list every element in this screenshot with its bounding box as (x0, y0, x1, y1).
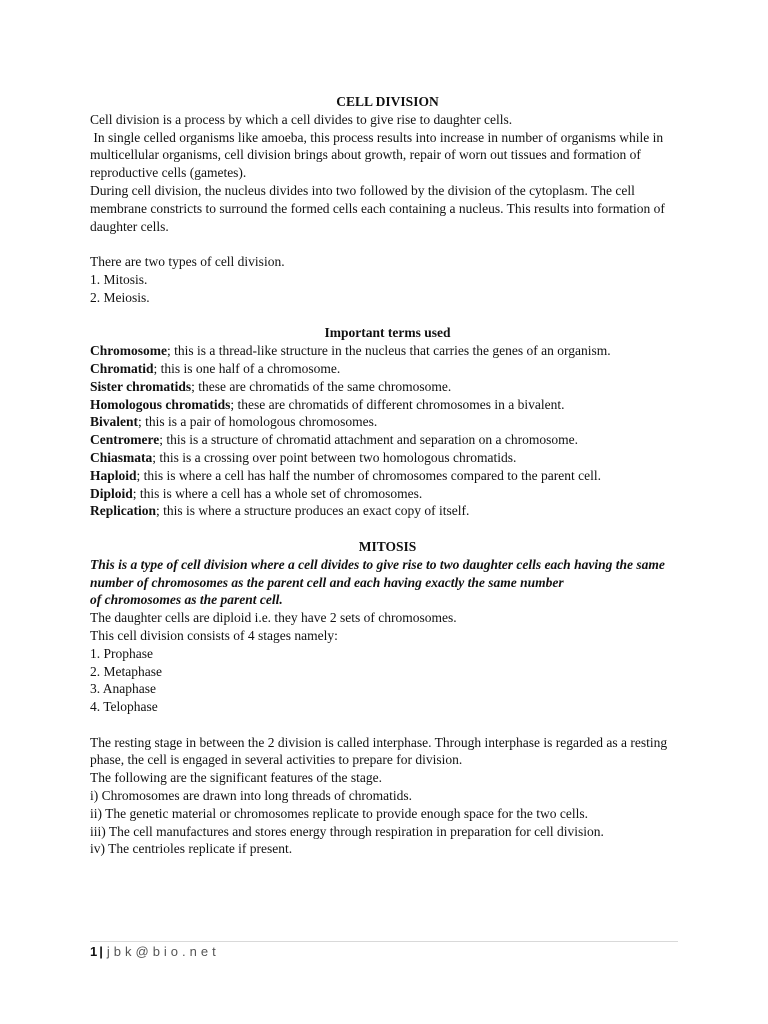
intro-paragraph: Cell division is a process by which a cell divides to give rise to daughter cells. (90, 111, 513, 127)
term-definition (90, 342, 685, 360)
types-item: 1. Mitosis. (90, 271, 148, 287)
mitosis-definition: This is a type of cell division where a cell divides to give rise to two daughter cells each having the same number of chromosomes as the parent cell and each having exactly the same number (90, 556, 665, 590)
terms-heading: Important terms used (324, 325, 451, 341)
term-text: ; this is a pair of homologous chromosomes. (138, 414, 378, 430)
stage-item: 1. Prophase (90, 645, 153, 661)
term-text: ; this is where a structure produces an exact copy of itself. (156, 503, 470, 519)
interphase-paragraph: The resting stage in between the 2 division is called interphase. Through interphase is regarded as a resting phase, the cell is engaged in several activities to prepare for division. (90, 734, 668, 768)
term-text: ; this is a thread-like structure in the nucleus that carries the genes of an organism. (167, 343, 611, 359)
features-lead: The following are the significant features of the stage. (90, 770, 383, 786)
term-definition (90, 431, 685, 449)
diploid-statement: The daughter cells are diploid i.e. they have 2 sets of chromosomes. (90, 610, 457, 626)
spacer (90, 235, 685, 253)
term-text: ; this is where a cell has half the number of chromosomes compared to the parent cell. (136, 467, 602, 483)
term-name: Chromosome (90, 343, 167, 359)
term-definition (90, 502, 685, 520)
term-text: ; this is a structure of chromatid attachment and separation on a chromosome. (159, 432, 578, 448)
mitosis-heading: MITOSIS (358, 538, 417, 554)
term-name: Haploid (90, 467, 137, 483)
term-text: ; these are chromatids of different chromosomes in a bivalent. (230, 396, 565, 412)
term-text: ; this is where a cell has a whole set of chromosomes. (132, 485, 423, 501)
page-number: 1 (90, 944, 98, 959)
footer-divider (90, 941, 678, 942)
intro-paragraph: During cell division, the nucleus divides into two followed by the division of the cytoplasm. The cell membrane constricts to surround the formed cells each containing a nucleus. This results into formation of daughter cells. (90, 182, 665, 234)
types-item: 2. Meiosis. (90, 289, 150, 305)
mitosis-definition-continued: of chromosomes as the parent cell. (90, 592, 283, 608)
term-definition (90, 467, 685, 485)
feature-item: i) Chromosomes are drawn into long threads of chromatids. (90, 788, 413, 804)
term-name: Sister chromatids (90, 378, 192, 394)
term-definition (90, 449, 685, 467)
term-name: Centromere (90, 432, 160, 448)
term-name: Bivalent (90, 414, 139, 430)
intro-paragraph: In single celled organisms like amoeba, this process results into increase in number of organisms while in multicellular organisms, cell division brings about growth, repair of worn out tissues and formation of reproductive cells (gametes). (90, 129, 664, 181)
stage-item: 4. Telophase (90, 699, 158, 715)
document-page (90, 93, 685, 858)
spacer (90, 307, 685, 325)
feature-item: iii) The cell manufactures and stores energy through respiration in preparation for cell division. (90, 823, 604, 839)
term-name: Chromatid (90, 360, 154, 376)
term-name: Replication (90, 503, 156, 519)
types-lead: There are two types of cell division. (90, 254, 285, 270)
term-definition (90, 360, 685, 378)
feature-item: iv) The centrioles replicate if present. (90, 841, 293, 857)
feature-item: ii) The genetic material or chromosomes replicate to provide enough space for the two cells. (90, 805, 588, 821)
term-name: Diploid (90, 485, 133, 501)
stage-item: 2. Metaphase (90, 663, 162, 679)
footer-separator: | (99, 944, 103, 959)
term-text: ; these are chromatids of the same chromosome. (191, 378, 452, 394)
term-text: ; this is a crossing over point between two homologous chromatids. (152, 449, 517, 465)
term-definition (90, 413, 685, 431)
term-text: ; this is one half of a chromosome. (153, 360, 341, 376)
footer-email: jbk@bio.net (106, 944, 220, 959)
stage-item: 3. Anaphase (90, 681, 156, 697)
term-definition (90, 378, 685, 396)
stages-lead: This cell division consists of 4 stages namely: (90, 627, 338, 643)
term-name: Chiasmata (90, 449, 153, 465)
term-definition (90, 485, 685, 503)
page-footer (90, 944, 220, 960)
term-definition (90, 396, 685, 414)
spacer (90, 716, 685, 734)
term-name: Homologous chromatids (90, 396, 231, 412)
document-title: CELL DIVISION (336, 94, 439, 109)
spacer (90, 520, 685, 538)
